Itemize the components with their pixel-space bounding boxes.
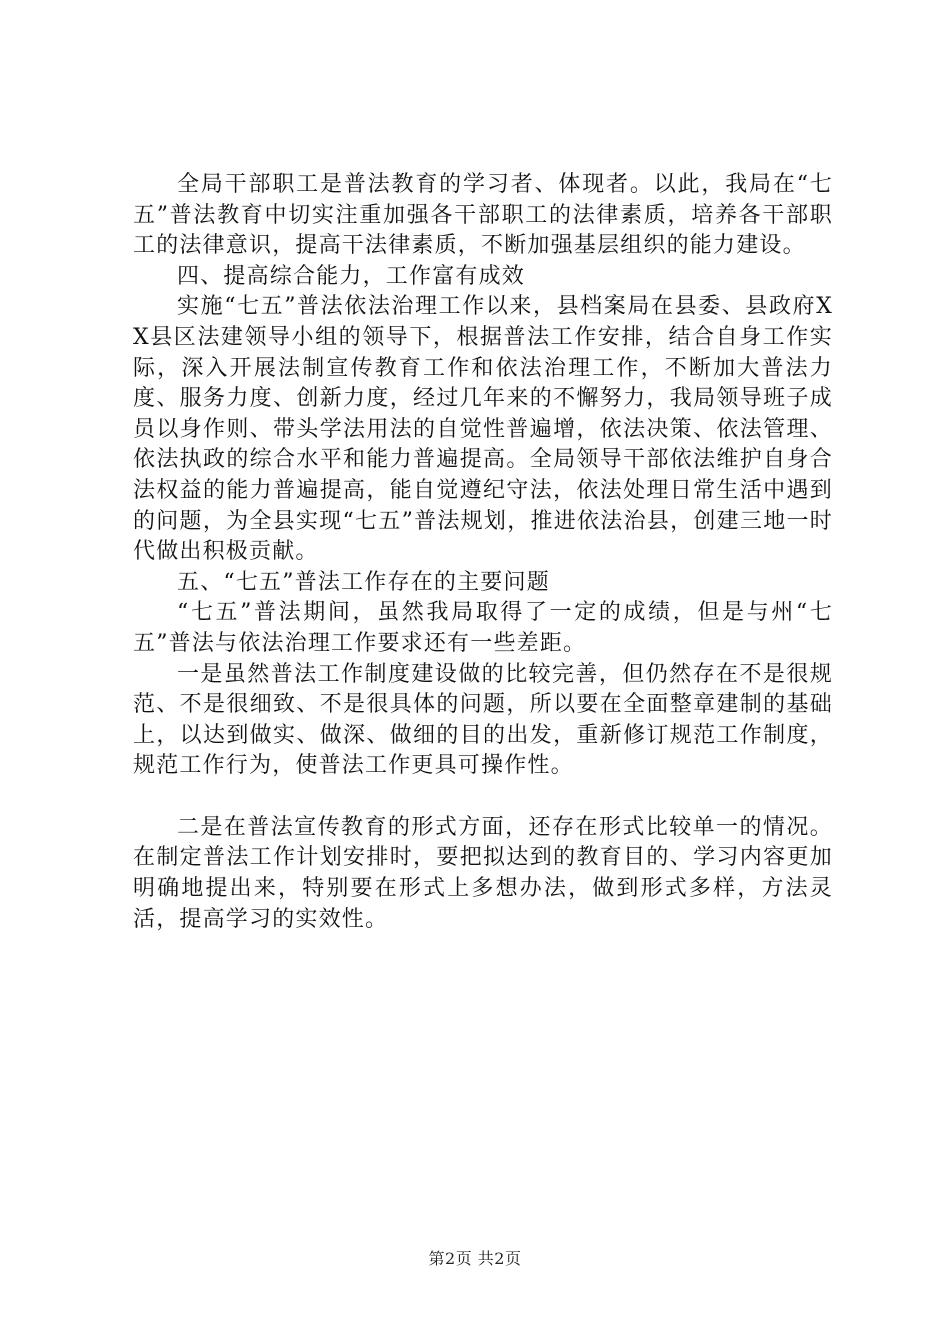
paragraph-problem-one: 一是虽然普法工作制度建设做的比较完善，但仍然存在不是很规范、不是很细致、不是很具体的问题，所以要在全面整章建制的基础上，以达到做实、做深、做细的目的出发，重新修订规范工作制度，规范工作行为，使普法工作更具可操作性。 [133, 661, 833, 779]
paragraph-problem-two: 二是在普法宣传教育的形式方面，还存在形式比较单一的情况。在制定普法工作计划安排时，要把拟达到的教育目的、学习内容更加明确地提出来，特别要在形式上多想办法，做到形式多样，方法灵活，提高学习的实效性。 [133, 814, 833, 932]
section-heading-four: 四、提高综合能力，工作富有成效 [177, 263, 526, 289]
paragraph-staff-legal-quality: 全局干部职工是普法教育的学习者、体现者。以此，我局在“七五”普法教育中切实注重加强各干部职工的法律素质，培养各干部职工的法律意识，提高干法律素质，不断加强基层组织的能力建设。 [133, 172, 833, 259]
paragraph-gap-summary: “七五”普法期间，虽然我局取得了一定的成绩，但是与州“七五”普法与依法治理工作要求还有一些差距。 [133, 600, 833, 656]
paragraph-implementation-results: 实施“七五”普法依法治理工作以来，县档案局在县委、县政府XX县区法建领导小组的领导下，根据普法工作安排，结合自身工作实际，深入开展法制宣传教育工作和依法治理工作，不断加大普法力度、服务力度、创新力度，经过几年来的不懈努力，我局领导班子成员以身作则、带头学法用法的自觉性普遍增，依法决策、依法管理、依法执政的综合水平和能力普遍提高。全局领导干部依法维护自身合法权益的能力普遍提高，能自觉遵纪守法，依法处理日常生活中遇到的问题，为全县实现“七五”普法规划，推进依法治县，创建三地一时代做出积极贡献。 [133, 294, 833, 565]
document-body [133, 170, 833, 935]
paragraph-spacer [133, 782, 833, 813]
section-heading-five: 五、“七五”普法工作存在的主要问题 [177, 569, 550, 595]
page-number-footer: 第2页 共2页 [428, 1249, 522, 1268]
